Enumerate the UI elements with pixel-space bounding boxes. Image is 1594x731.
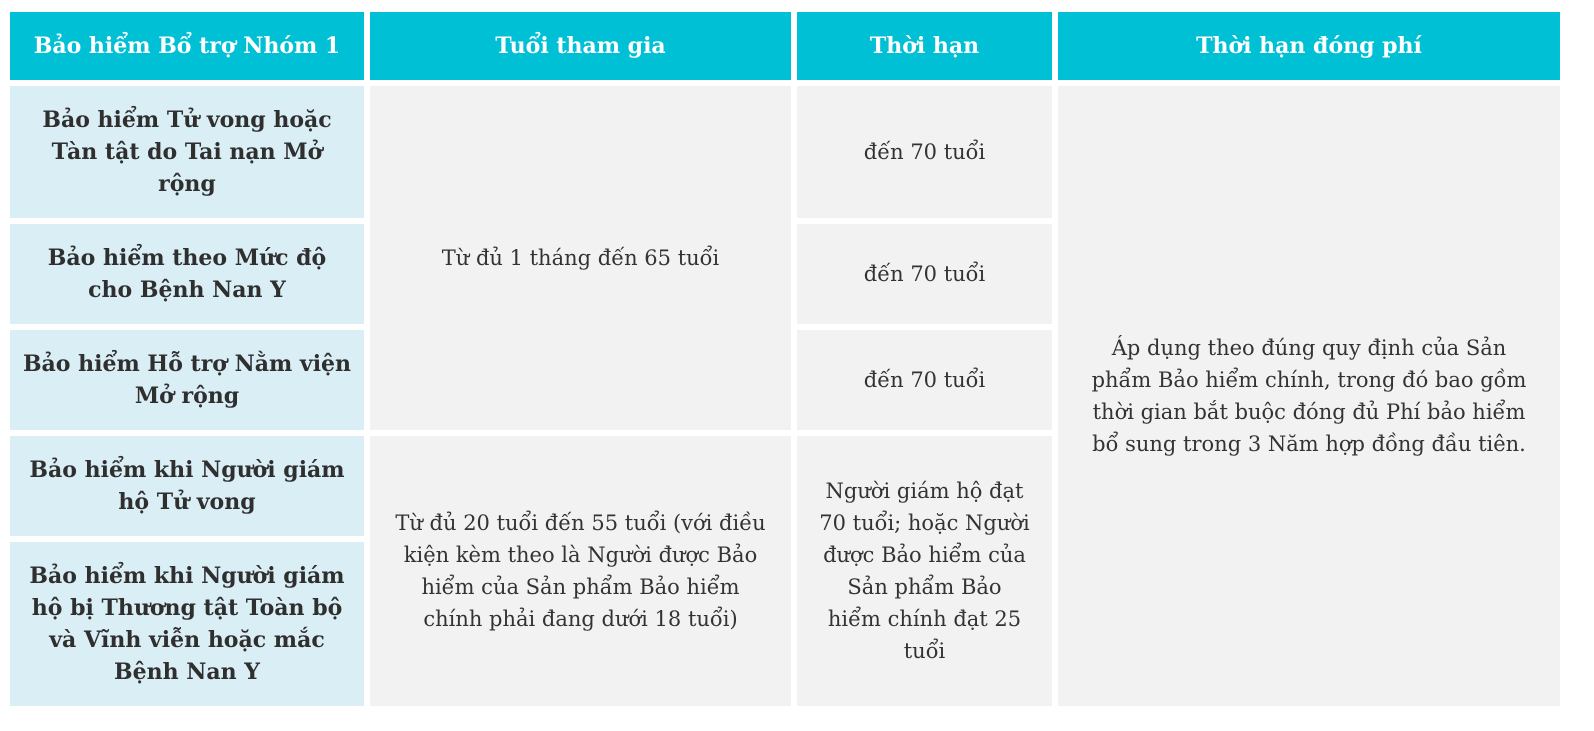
table-header-row [10,12,1560,80]
payment-term-cell: Áp dụng theo đúng quy định của Sản phẩm Bảo hiểm chính, trong đó bao gồm thời gian bắt buộc đóng đủ Phí bảo hiểm bổ sung trong 3 Năm hợp đồng đầu tiên. [1058,86,1560,706]
rider-name-cell: Bảo hiểm theo Mức độ cho Bệnh Nan Y [10,224,364,324]
rider-name-cell: Bảo hiểm khi Người giám hộ bị Thương tật Toàn bộ và Vĩnh viễn hoặc mắc Bệnh Nan Y [10,542,364,706]
rider-name-cell: Bảo hiểm khi Người giám hộ Tử vong [10,436,364,536]
header-term: Thời hạn [797,12,1052,80]
term-cell: đến 70 tuổi [797,330,1052,430]
term-cell: đến 70 tuổi [797,86,1052,218]
rider-name-cell: Bảo hiểm Hỗ trợ Nằm viện Mở rộng [10,330,364,430]
header-age: Tuổi tham gia [370,12,791,80]
header-rider: Bảo hiểm Bổ trợ Nhóm 1 [10,12,364,80]
age-cell: Từ đủ 20 tuổi đến 55 tuổi (với điều kiện kèm theo là Người được Bảo hiểm của Sản phẩm Bảo hiểm chính phải đang dưới 18 tuổi) [370,436,791,706]
term-cell: Người giám hộ đạt 70 tuổi; hoặc Người được Bảo hiểm của Sản phẩm Bảo hiểm chính đạt 25 tuổi [797,436,1052,706]
rider-name-cell: Bảo hiểm Tử vong hoặc Tàn tật do Tai nạn Mở rộng [10,86,364,218]
age-cell: Từ đủ 1 tháng đến 65 tuổi [370,86,791,430]
rider-benefits-table [4,6,1566,712]
header-payment-term: Thời hạn đóng phí [1058,12,1560,80]
table-row [10,86,1560,218]
term-cell: đến 70 tuổi [797,224,1052,324]
